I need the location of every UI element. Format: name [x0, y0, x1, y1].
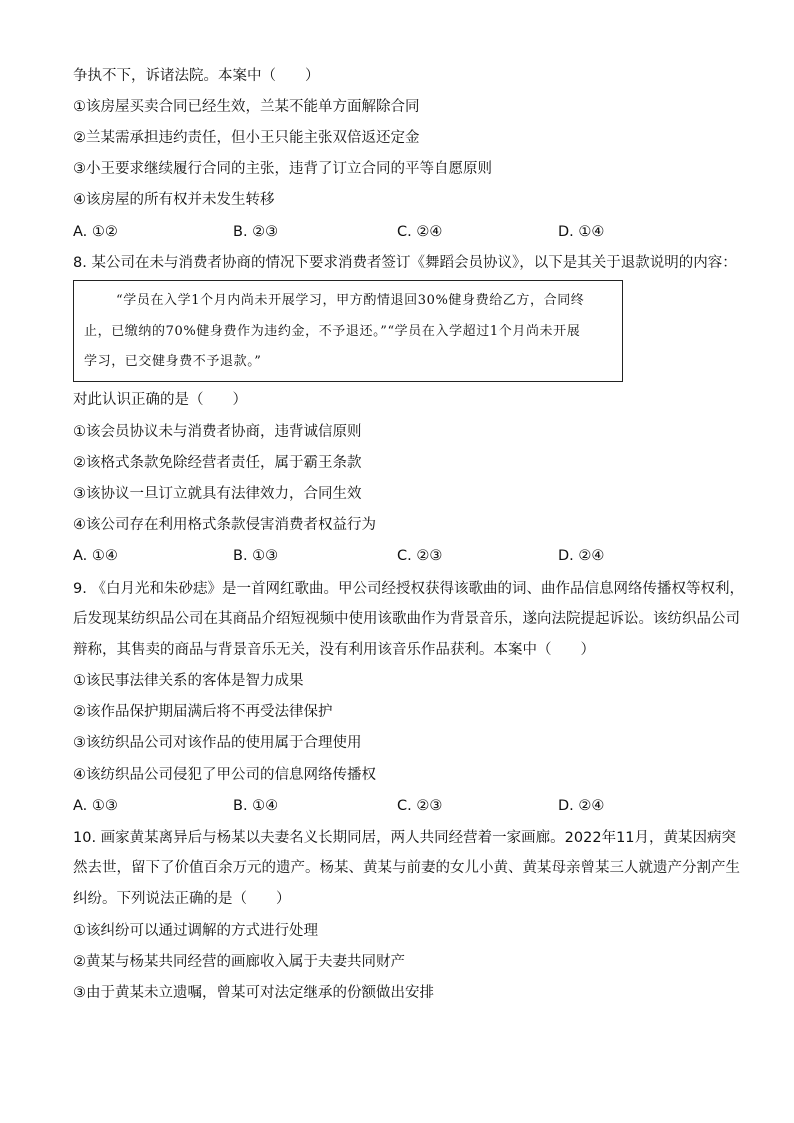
q7-stem-tail: 争执不下，诉诸法院。本案中（ ） — [73, 68, 320, 84]
q7-statement-3: ③小王要求继续履行合同的主张，违背了订立合同的平等自愿原则 — [73, 161, 492, 177]
q9-statement-3: ③该纺织品公司对该作品的使用属于合理使用 — [73, 735, 362, 751]
q9-stem-line-1: 9. 《白月光和朱砂痣》是一首网红歌曲。甲公司经授权获得该歌曲的词、曲作品信息网络传播权等权利， — [73, 581, 744, 597]
q10-stem-line-1: 10. 画家黄某离异后与杨某以夫妻名义长期同居，两人共同经营着一家画廊。2022年11月，黄某因病突 — [73, 830, 737, 846]
q8-question: 对此认识正确的是（ ） — [73, 392, 247, 408]
q7-options — [73, 222, 733, 242]
q10-statement-2: ②黄某与杨某共同经营的画廊收入属于夫妻共同财产 — [73, 954, 405, 970]
q8-option-c[interactable]: C. ②③ — [397, 548, 443, 564]
q9-options — [73, 796, 733, 816]
q9-stem-line-2: 后发现某纺织品公司在其商品介绍短视频中使用该歌曲作为背景音乐，遂向法院提起诉讼。该纺织品公司 — [73, 611, 740, 627]
q7-statement-4: ④该房屋的所有权并未发生转移 — [73, 192, 275, 208]
q8-quote-line-1: “学员在入学1个月内尚未开展学习，甲方酌情退回30%健身费给乙方，合同终 — [116, 293, 585, 308]
q8-statement-4: ④该公司存在利用格式条款侵害消费者权益行为 — [73, 517, 376, 533]
q7-option-a[interactable]: A. ①② — [73, 224, 118, 240]
q8-quote-line-3: 学习，已交健身费不予退款。” — [84, 354, 262, 369]
q9-statement-4: ④该纺织品公司侵犯了甲公司的信息网络传播权 — [73, 767, 376, 783]
q10-statement-3: ③由于黄某未立遗嘱，曾某可对法定继承的份额做出安排 — [73, 985, 434, 1001]
q7-option-d[interactable]: D. ①④ — [558, 224, 605, 240]
q8-statement-2: ②该格式条款免除经营者责任，属于霸王条款 — [73, 455, 362, 471]
q8-stem: 8. 某公司在未与消费者协商的情况下要求消费者签订《舞蹈会员协议》，以下是其关于退款说明的内容： — [73, 255, 737, 271]
q9-statement-1: ①该民事法律关系的客体是智力成果 — [73, 673, 304, 689]
q10-stem-line-2: 然去世，留下了价值百余万元的遗产。杨某、黄某与前妻的女儿小黄、黄某母亲曾某三人就遗产分割产生 — [73, 860, 740, 876]
q9-option-b[interactable]: B. ①④ — [233, 798, 279, 814]
q9-statement-2: ②该作品保护期届满后将不再受法律保护 — [73, 704, 333, 720]
q7-statement-2: ②兰某需承担违约责任，但小王只能主张双倍返还定金 — [73, 130, 420, 146]
q10-statement-1: ①该纠纷可以通过调解的方式进行处理 — [73, 923, 318, 939]
q9-option-d[interactable]: D. ②④ — [558, 798, 605, 814]
q9-stem-line-3: 辩称，其售卖的商品与背景音乐无关，没有利用该音乐作品获利。本案中（ ） — [73, 642, 595, 658]
q9-option-a[interactable]: A. ①③ — [73, 798, 118, 814]
q9-option-c[interactable]: C. ②③ — [397, 798, 443, 814]
q10-stem-line-3: 纠纷。下列说法正确的是（ ） — [73, 891, 291, 907]
q7-statement-1: ①该房屋买卖合同已经生效，兰某不能单方面解除合同 — [73, 99, 420, 115]
q7-option-b[interactable]: B. ②③ — [233, 224, 279, 240]
q8-statement-3: ③该协议一旦订立就具有法律效力，合同生效 — [73, 486, 362, 502]
q8-quote-box — [73, 280, 623, 382]
q8-options — [73, 546, 733, 566]
q8-option-a[interactable]: A. ①④ — [73, 548, 118, 564]
q8-statement-1: ①该会员协议未与消费者协商，违背诚信原则 — [73, 424, 362, 440]
q7-option-c[interactable]: C. ②④ — [397, 224, 443, 240]
q8-quote-line-2: 止，已缴纳的70%健身费作为违约金，不予退还。”“学员在入学超过1个月尚未开展 — [84, 324, 581, 339]
q8-option-b[interactable]: B. ①③ — [233, 548, 279, 564]
q8-option-d[interactable]: D. ②④ — [558, 548, 605, 564]
